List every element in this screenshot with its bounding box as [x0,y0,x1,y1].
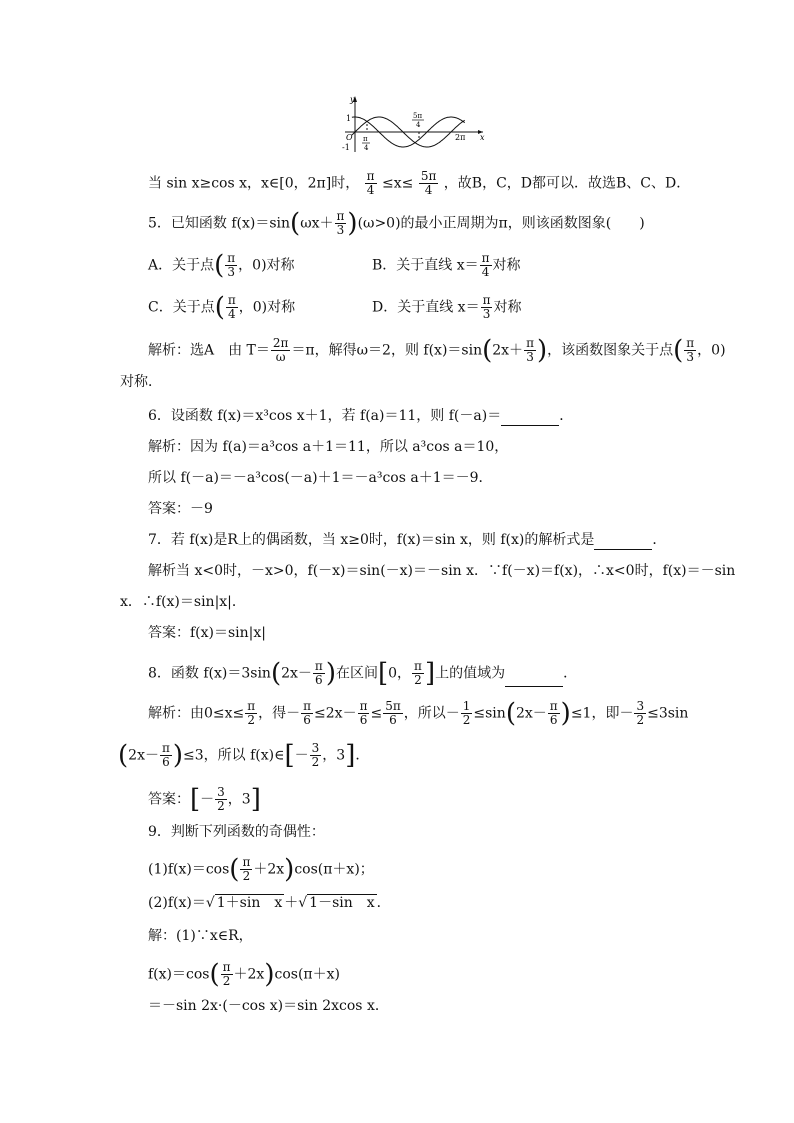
text: (ω>0)的最小正周期为π，则该函数图象( ) [357,215,645,232]
num: π [414,659,422,673]
paren: [ [284,740,295,771]
question-7 [148,530,666,550]
fraction [226,294,238,321]
fraction [245,700,257,727]
text: 答案：f(x)＝sin|x| [148,625,267,641]
text: 在区间 [335,665,378,682]
num: 1 [462,699,471,713]
paren: ] [250,784,261,815]
paren: [ [377,658,389,689]
text: x．∴f(x)＝sin|x|． [120,594,246,610]
text: ≤x≤ [382,175,414,192]
num: π [481,251,490,265]
answer-blank [505,672,563,687]
text: ，0)对称 [238,299,296,316]
paren: ( [209,959,220,990]
den: 4 [481,265,490,279]
text: － [200,791,215,808]
pi4-den: 4 [364,144,369,152]
fraction [240,856,252,883]
fraction [225,252,237,279]
fraction [634,700,646,727]
fraction [310,742,322,769]
num: π [242,855,251,869]
radicand: 1－sin x [309,895,375,911]
solution-9-line-3 [148,996,389,1016]
text: 2x＋ [492,342,524,359]
num: 2π [272,336,289,350]
text: 2x－ [515,705,547,722]
text: ，该函数图象关于点 [547,342,674,359]
den: 2 [242,869,251,883]
solution-6-line-1 [148,437,508,457]
num: 5π [385,699,401,713]
fraction [313,660,325,687]
text: ≤sin [473,705,506,722]
text: 解析：因为 f(a)＝a³cos a＋1＝11，所以 a³cos a＝10， [148,439,509,455]
den: 4 [424,183,433,197]
den: 6 [303,713,311,727]
question-9-title [148,822,325,842]
den: 2 [414,673,422,687]
num: π [686,336,695,350]
text: － [294,747,309,764]
sqrt-sign: √ [298,895,308,911]
text: f(x)＝cos [148,966,210,983]
text: ，0)对称 [238,257,295,274]
num: π [366,169,375,183]
text: ，故B，C，D都可以．故选B、C、D． [443,175,691,192]
fraction [684,337,696,364]
paren: [ [190,784,201,815]
text: ． [652,532,667,548]
fraction [221,961,233,988]
pi4-num: π [363,135,368,143]
den: 4 [366,183,375,197]
num: 3 [636,699,645,713]
paren: ) [284,854,295,885]
num: π [227,251,236,265]
text: 0， [388,665,412,682]
fraction [215,786,227,813]
solution-9-line-1 [148,926,253,946]
origin-label: O [346,133,353,142]
paren: ] [345,740,356,771]
text: 9．判断下列函数的奇偶性： [148,824,325,840]
option-a [148,252,295,279]
solution-8-line-1 [148,700,688,727]
text: B．关于直线 x＝ [372,257,479,274]
den: 2 [311,755,320,769]
paren: ( [118,740,129,771]
fraction [480,252,492,279]
text: 解析：由0≤x≤ [148,705,245,722]
paren: ( [214,250,225,281]
text: ≤ [370,705,383,722]
x-label: x [480,133,485,142]
text: ≤2x－ [314,705,357,722]
fraction [383,700,403,727]
text: 所以 f(－a)＝－a³cos(－a)＋1＝－a³cos a＋1＝－9． [148,470,493,486]
paren: ( [214,292,225,323]
text: ωx＋ [300,215,334,232]
fraction [481,294,493,321]
den: 6 [389,713,397,727]
paren: ) [536,335,548,366]
paren: ] [424,658,436,689]
solution-9-line-2 [148,961,340,988]
den: 4 [228,307,236,321]
text: 2x－ [281,665,312,682]
text: ． [563,665,578,682]
tick-minus-1: -1 [342,143,350,152]
fraction [548,700,560,727]
question-6 [148,406,573,426]
den: 6 [162,755,170,769]
text: ． [355,747,370,764]
den: 2 [222,974,231,988]
sqrt-sign: √ [205,895,215,911]
text: 6．设函数 f(x)＝x³cos x＋1，若 f(a)＝11，则 f(－a)＝ [148,408,502,424]
den: 3 [227,265,236,279]
solution-4-conclusion [148,170,690,197]
den: 6 [549,713,558,727]
fraction [412,660,424,687]
answer-7 [148,623,266,643]
num: π [247,699,256,713]
paren: ) [560,698,571,729]
text: 8．函数 f(x)＝3sin [148,665,271,682]
text: D．关于直线 x＝ [372,299,480,316]
text: cos(π＋x)； [294,861,374,878]
question-9-part-2 [148,893,391,913]
text: ≤1，即－ [570,705,634,722]
num: π [526,336,534,350]
den: 2 [217,799,225,813]
text: ，3 [227,791,251,808]
text: ＋ [284,895,299,911]
paren: ( [505,698,516,729]
num: π [161,741,170,755]
option-d [372,294,521,321]
text: (2)f(x)＝ [148,895,206,911]
num: π [336,209,345,223]
den: 6 [315,673,323,687]
num: π [314,659,323,673]
y-label: y [350,95,355,104]
num: π [222,960,231,974]
question-5 [148,210,645,237]
fraction [419,170,439,197]
question-9-part-1 [148,856,374,883]
fraction [271,337,291,364]
5pi4-den: 4 [416,121,421,129]
answer-6 [148,499,213,519]
sine-cosine-graph [337,94,487,156]
fraction [358,700,370,727]
num: π [549,699,558,713]
paren: ( [270,658,282,689]
text: ． [559,408,574,424]
text: 对称 [492,257,521,274]
den: 3 [482,307,491,321]
num: 3 [311,741,320,755]
text: 5．已知函数 f(x)＝sin [148,215,291,232]
text: cos(π＋x) [274,966,340,983]
radicand: 1＋sin x [216,895,283,911]
paren: ) [172,740,184,771]
answer-blank [594,535,652,550]
fraction [524,337,536,364]
text: (1)f(x)＝cos [148,861,230,878]
text: 对称 [493,299,522,316]
text: ，得－ [258,705,301,722]
text: 解析当 x<0时，－x>0，f(－x)＝sin(－x)＝－sin x．∵f(－x)＝f(x)，∴x<0时，f(x)＝－sin [148,563,736,579]
den: 2 [462,713,471,727]
num: π [227,293,236,307]
solution-7-line-1 [148,561,735,581]
text: ＝－sin 2x·(－cos x)＝sin 2xcos x． [148,998,389,1014]
answer-8 [148,786,261,813]
text: ，所以－ [403,705,460,722]
answer-blank [501,411,559,426]
den: 3 [336,223,345,237]
text: 2x－ [128,747,159,764]
num: 3 [217,785,225,799]
paren: ( [229,854,240,885]
den: 3 [686,350,695,364]
text: 7．若 f(x)是R上的偶函数，当 x≥0时，f(x)＝sin x，则 f(x)的解析式是 [148,532,595,548]
text: ＝π，解得ω＝2，则 f(x)＝sin [291,342,483,359]
fraction [461,700,473,727]
paren: ( [482,335,493,366]
text: ＋2x [253,861,285,878]
solution-8-line-2 [118,742,369,769]
fraction [335,210,347,237]
text: ，3 [322,747,346,764]
text: ≤3sin [647,705,689,722]
question-8 [148,660,577,687]
text: 解析：选A 由 T＝ [148,342,270,359]
text: C．关于点 [148,299,215,316]
den: 6 [359,713,368,727]
paren: ) [325,658,336,689]
text: 答案：－9 [148,501,213,517]
tick-1: 1 [346,114,352,123]
text: 解：(1)∵x∈R， [148,928,253,944]
text: 上的值域为 [435,665,506,682]
option-c [148,294,295,321]
text: ，0) [697,342,726,359]
fraction [365,170,377,197]
5pi4-num: 5π [413,112,423,120]
fraction [160,742,172,769]
num: 5π [420,169,437,183]
text: ． [376,895,391,911]
2pi-label: 2π [455,133,466,142]
solution-7-line-2 [120,592,246,612]
solution-5-cont [120,372,162,392]
num: π [359,699,368,713]
solution-5 [148,337,726,364]
text: 对称． [120,374,162,390]
text: 当 sin x≥cos x，x∈[0，2π]时， [148,175,360,192]
den: 2 [247,713,256,727]
paren: ) [264,959,275,990]
den: ω [275,350,286,364]
num: π [303,699,312,713]
paren: ( [290,208,301,239]
fraction [301,700,313,727]
num: π [482,293,491,307]
paren: ( [673,335,684,366]
text: 答案： [148,791,190,808]
text: A．关于点 [148,257,215,274]
text: ＋2x [233,966,265,983]
den: 2 [636,713,645,727]
text: ≤3，所以 f(x)∈ [183,747,285,764]
den: 3 [526,350,534,364]
solution-6-line-2 [148,468,493,488]
paren: ) [347,208,358,239]
option-b [372,252,521,279]
